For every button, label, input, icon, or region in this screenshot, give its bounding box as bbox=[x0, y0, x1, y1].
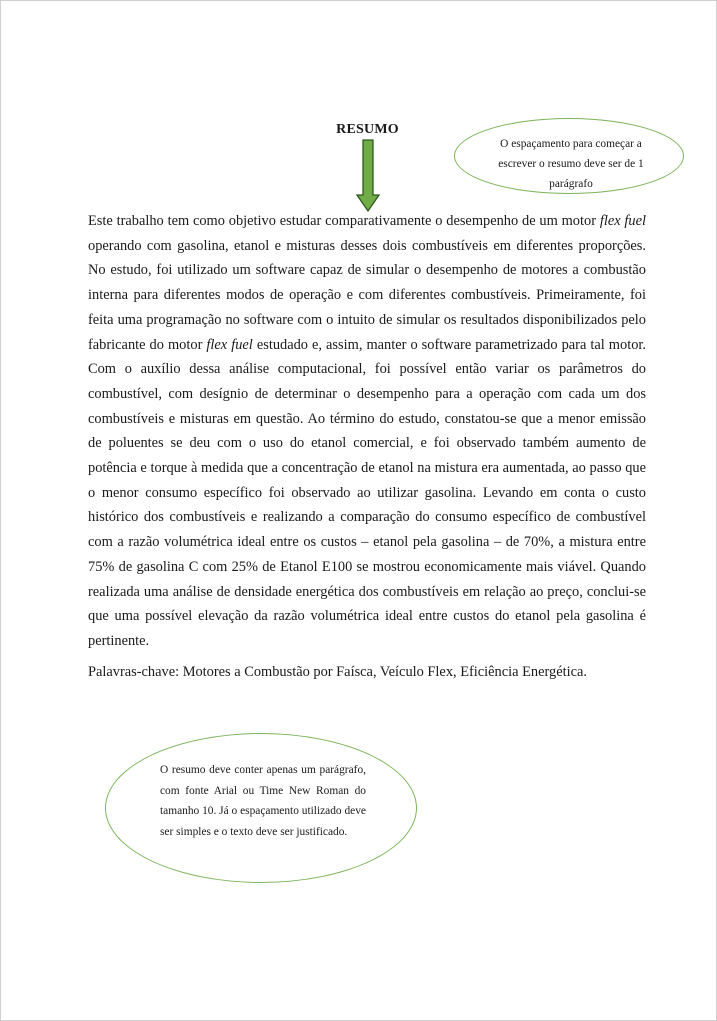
abstract-paragraph bbox=[88, 209, 646, 654]
abstract-text-2: operando com gasolina, etanol e misturas desses dois combustíveis em diferentes proporções. No estudo, foi utilizado um software capaz de simular o desempenho de motores a combustão interna para diferentes modos de operação e com diferentes combustíveis. Primeiramente, foi feita uma programação no software com o intuito de simular os resultados disponibilizados pelo fabricante do motor bbox=[88, 237, 646, 353]
page-title: RESUMO bbox=[336, 122, 399, 137]
keywords-line: Palavras-chave: Motores a Combustão por Faísca, Veículo Flex, Eficiência Energética. bbox=[88, 664, 587, 680]
bottom-annotation-text: O resumo deve conter apenas um parágrafo, com fonte Arial ou Time New Roman do tamanho 10. Já o espaçamento utilizado deve ser simples e o texto deve ser justificado. bbox=[160, 764, 366, 838]
abstract-italic-1: flex fuel bbox=[599, 213, 647, 229]
abstract-italic-2: flex fuel bbox=[206, 336, 253, 353]
top-annotation-text: O espaçamento para começar a escrever o resumo deve ser de 1 parágrafo bbox=[498, 138, 644, 190]
abstract-text-3: estudado e, assim, manter o software parametrizado para tal motor. Com o auxílio dessa análise computacional, foi possível então variar os parâmetros do combustível, com desígnio de determinar o desempenho para a operação com cada um dos combustíveis e misturas em questão. Ao término do estudo, constatou-se que a menor emissão de poluentes se deu com o uso do etanol comercial, e foi observado também aumento de potência e torque à medida que a concentração de etanol na mistura era aumentada, ao passo que o menor consumo específico foi observado ao utilizar gasolina. Levando em conta o custo histórico dos combustíveis e realizando a comparação do consumo específico de combustível com a razão volumétrica ideal entre os custos – etanol pela gasolina – de 70%, a mistura entre 75% de gasolina C com 25% de Etanol E100 se mostrou economicamente mais viável. Quando realizada uma análise de densidade energética dos combustíveis em relação ao preço, conclui-se que uma possível elevação da razão volumétrica ideal entre custos do etanol pela gasolina é pertinente. bbox=[88, 336, 646, 649]
abstract-text-1: Este trabalho tem como objetivo estudar comparativamente o desempenho de um motor bbox=[88, 213, 600, 229]
down-arrow-icon bbox=[356, 139, 380, 213]
